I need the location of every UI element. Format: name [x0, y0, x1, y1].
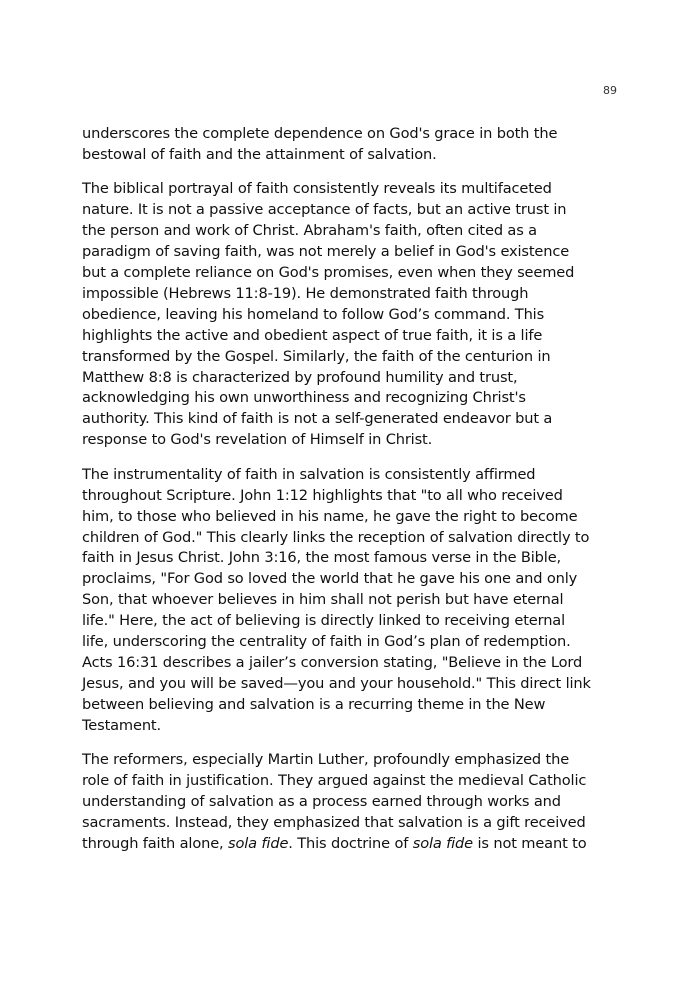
text-line: Acts 16:31 describes a jailer’s conversion stating, "Believe in the Lord	[82, 653, 583, 671]
text-line: Son, that whoever believes in him shall not perish but have eternal	[82, 591, 564, 609]
text-line	[82, 834, 627, 855]
italic-term: sola fide	[412, 834, 474, 852]
text-line: understanding of salvation as a process earned through works and	[82, 792, 561, 810]
paragraph-4	[82, 750, 627, 855]
text-line: underscores the complete dependence on God's grace in both the	[82, 125, 558, 142]
text-line: obedience, leaving his homeland to follow God’s command. This	[82, 305, 545, 323]
text-line: faith in Jesus Christ. John 3:16, the most famous verse in the Bible,	[82, 549, 562, 567]
text-line: impossible (Hebrews 11:8-19). He demonstrated faith through	[82, 284, 529, 302]
paragraph-2	[82, 179, 627, 451]
text-line: him, to those who believed in his name, he gave the right to become	[82, 507, 578, 525]
text-line: throughout Scripture. John 1:12 highlights that "to all who received	[82, 486, 563, 504]
text-line: Jesus, and you will be saved—you and your household." This direct link	[82, 674, 591, 692]
text-line: paradigm of saving faith, was not merely a belief in God's existence	[82, 243, 570, 261]
text-line: highlights the active and obedient aspect of true faith, it is a life	[82, 326, 543, 344]
body-text	[82, 124, 627, 868]
paragraph-1	[82, 124, 627, 166]
paragraph-3	[82, 465, 627, 737]
text-line: but a complete reliance on God's promises, even when they seemed	[82, 264, 575, 282]
text-run: is not meant to	[473, 834, 587, 852]
italic-term: sola fide	[228, 834, 289, 852]
page-number: 89	[603, 84, 617, 97]
text-line: life, underscoring the centrality of faith in God’s plan of redemption.	[82, 633, 571, 651]
text-line: proclaims, "For God so loved the world that he gave his one and only	[82, 570, 578, 588]
text-line: children of God." This clearly links the reception of salvation directly to	[82, 528, 590, 546]
text-line: The instrumentality of faith in salvation is consistently affirmed	[82, 465, 536, 483]
text-run: through faith alone,	[82, 834, 229, 852]
text-line: The reformers, especially Martin Luther, profoundly emphasized the	[82, 751, 570, 769]
text-line: the person and work of Christ. Abraham's faith, often cited as a	[82, 222, 537, 240]
text-line: bestowal of faith and the attainment of salvation.	[82, 145, 437, 163]
text-line: The biblical portrayal of faith consistently reveals its multifaceted	[82, 180, 552, 198]
text-line: acknowledging his own unworthiness and recognizing Christ's	[82, 389, 526, 407]
text-line: life." Here, the act of believing is directly linked to receiving eternal	[82, 612, 565, 630]
text-line: transformed by the Gospel. Similarly, the faith of the centurion in	[82, 347, 551, 365]
text-line: Matthew 8:8 is characterized by profound humility and trust,	[82, 368, 518, 386]
text-line: between believing and salvation is a recurring theme in the New	[82, 695, 546, 713]
text-line: nature. It is not a passive acceptance of facts, but an active trust in	[82, 201, 567, 219]
text-line: Testament.	[82, 716, 161, 734]
text-line: authority. This kind of faith is not a self-generated endeavor but a	[82, 410, 553, 428]
text-line: sacraments. Instead, they emphasized that salvation is a gift received	[82, 813, 586, 831]
text-run: . This doctrine of	[288, 834, 413, 852]
text-line: response to God's revelation of Himself in Christ.	[82, 431, 433, 449]
text-line: role of faith in justification. They argued against the medieval Catholic	[82, 772, 587, 790]
